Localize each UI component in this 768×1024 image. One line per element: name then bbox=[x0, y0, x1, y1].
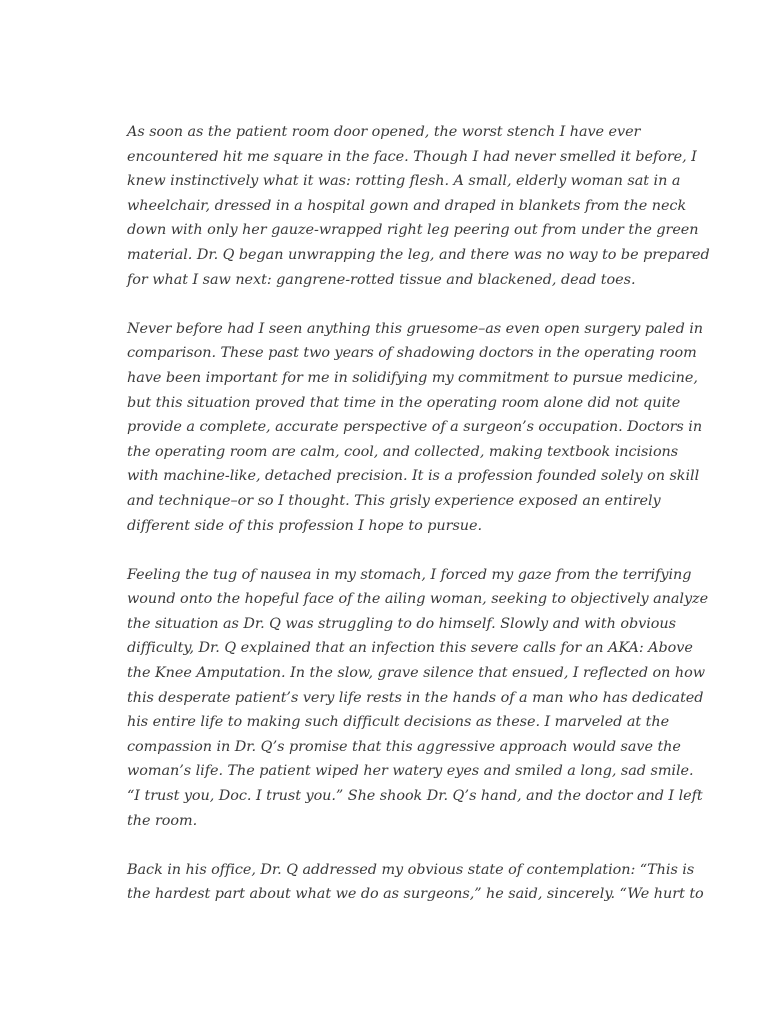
text-line: encountered hit me square in the face. Though I had never smelled it before, I bbox=[127, 148, 697, 165]
text-line: his entire life to making such difficult decisions as these. I marveled at the bbox=[127, 714, 670, 731]
text-line: compassion in Dr. Q’s promise that this aggressive approach would save the bbox=[127, 738, 681, 755]
text-line: Feeling the tug of nausea in my stomach, I forced my gaze from the terrifying bbox=[127, 566, 692, 583]
essay-body bbox=[127, 120, 710, 932]
text-line: but this situation proved that time in the operating room alone did not quite bbox=[127, 394, 681, 411]
text-line: woman’s life. The patient wiped her watery eyes and smiled a long, sad smile. bbox=[127, 763, 694, 780]
paragraph-4 bbox=[127, 858, 704, 907]
text-line: the situation as Dr. Q was struggling to do himself. Slowly and with obvious bbox=[127, 615, 676, 632]
paragraph-2 bbox=[127, 317, 704, 538]
text-line: wound onto the hopeful face of the ailing woman, seeking to objectively analyze bbox=[127, 591, 709, 608]
text-line: the Knee Amputation. In the slow, grave silence that ensued, I reflected on how bbox=[127, 665, 705, 682]
text-line: the hardest part about what we do as surgeons,” he said, sincerely. “We hurt to bbox=[127, 886, 704, 903]
text-line: the operating room are calm, cool, and collected, making textbook incisions bbox=[127, 443, 679, 460]
text-line: for what I saw next: gangrene-rotted tissue and blackened, dead toes. bbox=[127, 271, 636, 288]
text-line: As soon as the patient room door opened, the worst stench I have ever bbox=[127, 124, 641, 140]
text-line: “I trust you, Doc. I trust you.” She shook Dr. Q’s hand, and the doctor and I left bbox=[127, 788, 703, 805]
text-line: knew instinctively what it was: rotting flesh. A small, elderly woman sat in a bbox=[127, 173, 681, 190]
text-line: comparison. These past two years of shadowing doctors in the operating room bbox=[127, 345, 697, 362]
text-line: with machine-like, detached precision. It is a profession founded solely on skill bbox=[127, 468, 700, 485]
text-line: Never before had I seen anything this gruesome–as even open surgery paled in bbox=[127, 320, 704, 337]
text-line: wheelchair, dressed in a hospital gown and draped in blankets from the neck bbox=[127, 197, 687, 214]
text-line: have been important for me in solidifying my commitment to pursue medicine, bbox=[127, 369, 698, 386]
text-line: the room. bbox=[127, 812, 198, 829]
text-line: difficulty, Dr. Q explained that an infection this severe calls for an AKA: Above bbox=[127, 640, 693, 657]
text-line: and technique–or so I thought. This grisly experience exposed an entirely bbox=[127, 492, 661, 509]
text-line: Back in his office, Dr. Q addressed my obvious state of contemplation: “This is bbox=[127, 861, 695, 878]
text-line: material. Dr. Q began unwrapping the leg, and there was no way to be prepared bbox=[127, 246, 710, 263]
paragraph-1 bbox=[127, 120, 710, 292]
text-line: down with only her gauze-wrapped right leg peering out from under the green bbox=[127, 222, 699, 239]
text-line: provide a complete, accurate perspective of a surgeon’s occupation. Doctors in bbox=[127, 419, 703, 436]
text-line: this desperate patient’s very life rests in the hands of a man who has dedicated bbox=[127, 689, 704, 706]
paragraph-3 bbox=[127, 563, 709, 834]
text-line: different side of this profession I hope to pursue. bbox=[127, 517, 483, 534]
